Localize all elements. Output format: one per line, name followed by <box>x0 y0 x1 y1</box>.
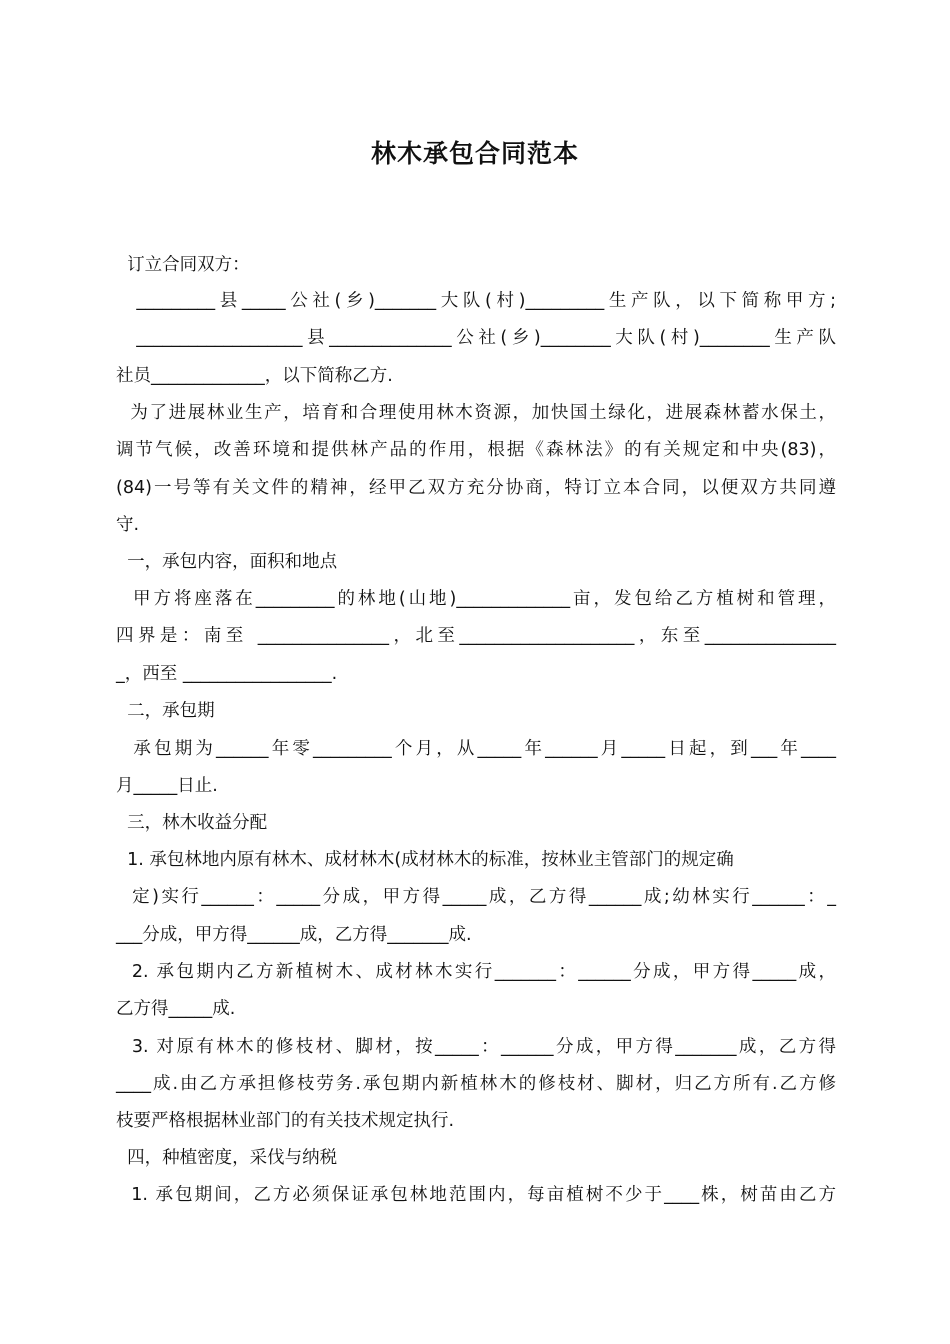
paragraph-line: ____成.由乙方承担修枝劳务.承包期内新植林木的修枝材、脚材，归乙方所有.乙方修 <box>116 1074 836 1094</box>
paragraph-line: 3. 对原有林木的修枝材、脚材，按_____：______分成，甲方得_______成，乙方得 <box>116 1037 836 1057</box>
paragraph-line: 定)实行______：_____分成，甲方得_____成，乙方得______成;幼林实行______：_ <box>116 887 836 907</box>
paragraph-line: ___________________县______________公社(乡)________大队(村)________生产队 <box>116 328 836 348</box>
paragraph-line: 月_____日止. <box>116 776 218 796</box>
document-title: 林木承包合同范本 <box>370 139 579 168</box>
paragraph-line: 守. <box>116 515 140 535</box>
paragraph-line: 承包期为______年零_________个月，从_____年______月_____日起，到___年____ <box>116 739 836 759</box>
section-heading: 四，种植密度，采伐与纳税 <box>116 1148 338 1168</box>
paragraph-line: (84)一号等有关文件的精神，经甲乙双方充分协商，特订立本合同，以便双方共同遵 <box>116 478 836 498</box>
paragraph-line: 1. 承包期间，乙方必须保证承包林地范围内，每亩植树不少于____株，树苗由乙方 <box>116 1185 836 1205</box>
paragraph-line: 1. 承包林地内原有林木、成材林木(成材林木的标准，按林业主管部门的规定确 <box>116 850 734 870</box>
paragraph-line: 社员_____________，以下简称乙方. <box>116 366 393 386</box>
paragraph-line: ___分成，甲方得______成，乙方得_______成. <box>116 925 472 945</box>
paragraph-line: 2. 承包期内乙方新植树木、成材林木实行_______：______分成，甲方得_____成， <box>116 962 836 982</box>
section-heading: 一，承包内容，面积和地点 <box>116 552 338 572</box>
paragraph-line: 四界是：南至 _______________，北至____________________，东至_______________ <box>116 626 836 646</box>
section-heading: 二，承包期 <box>116 701 215 721</box>
section-heading: 三，林木收益分配 <box>116 813 268 833</box>
paragraph-line: 乙方得_____成. <box>116 999 236 1019</box>
paragraph-line: 为了进展林业生产，培育和合理使用林木资源，加快国土绿化，进展森林蓄水保土， <box>116 403 836 423</box>
paragraph-line: 订立合同双方： <box>116 255 250 275</box>
paragraph-line: 枝要严格根据林业部门的有关技术规定执行. <box>116 1111 455 1131</box>
paragraph-line: _，西至 _________________. <box>116 664 338 684</box>
paragraph-line: _________县_____公社(乡)_______大队(村)_________生产队，以下简称甲方; <box>116 291 836 311</box>
paragraph-line: 调节气候，改善环境和提供林产品的作用，根据《森林法》的有关规定和中央(83)， <box>116 440 836 460</box>
paragraph-line: 甲方将座落在_________的林地(山地)_____________亩，发包给乙方植树和管理， <box>116 589 836 609</box>
